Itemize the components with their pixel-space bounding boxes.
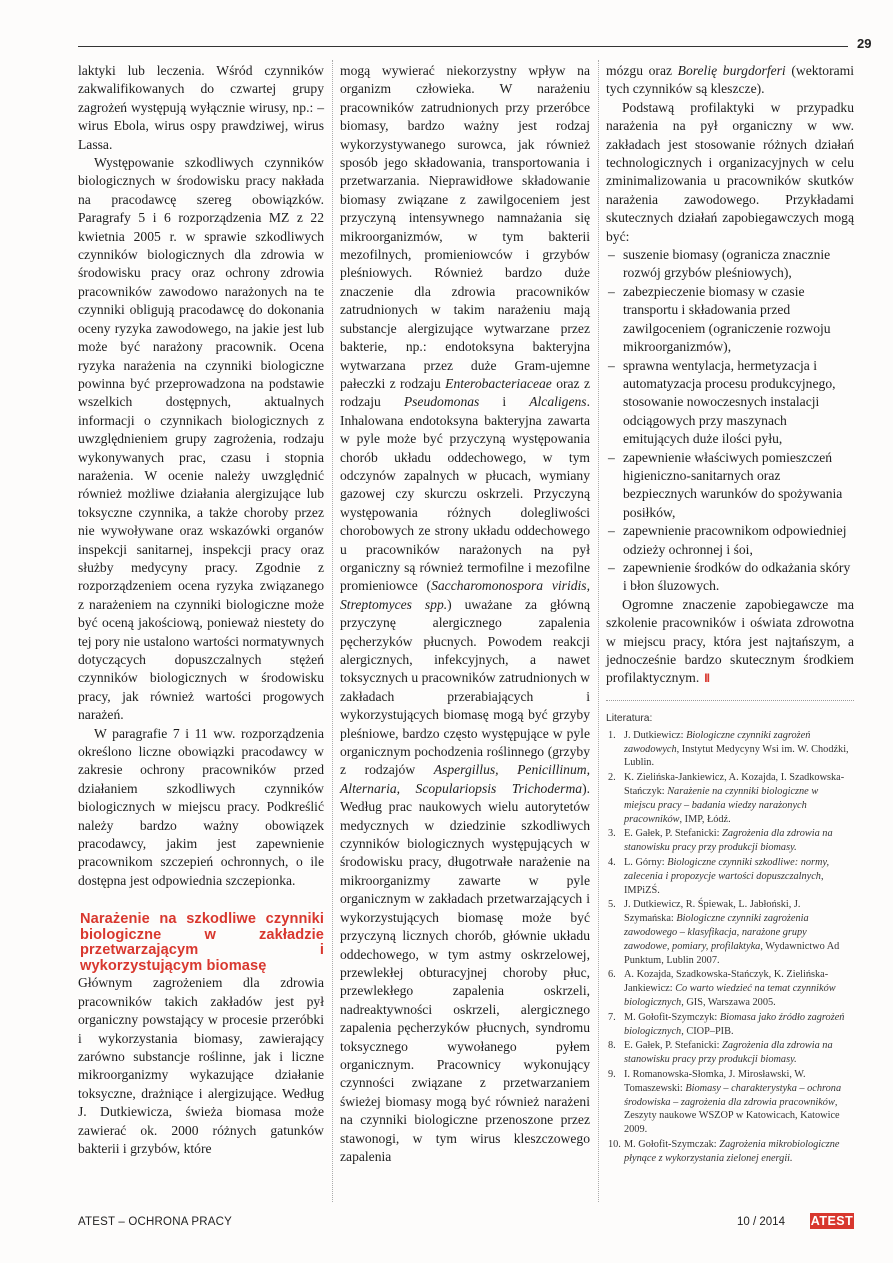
list-item: – zapewnienie właściwych pomieszczeń higieniczno-sanitarnych oraz bezpiecznych warunków do spożywania posiłków, — [606, 449, 854, 523]
text-run: i — [479, 394, 530, 410]
text-run: ) uważane za główną przyczynę alergicznego zapalenia pęcherzyków płucnych. Powodem reakcji alergicznych, infekcyjnych, a nawet toksycznych u pracowników zatrudnionych w zakładach przerabiających i wykorzystujących biomasę mogą być grzyby pleśniowe, bardzo często występujące w pyle organicznym pochodzenia roślinnego (grzyby z rodzajów — [340, 596, 590, 778]
reference-authors: E. Gałek, P. Stefanicki: — [624, 1040, 723, 1052]
atest-logo: ATEST — [810, 1214, 854, 1228]
page-number: 29 — [857, 36, 872, 51]
literature-title: Literatura: — [606, 713, 653, 724]
reference-number: 5. — [608, 899, 616, 911]
reference-number: 3. — [608, 828, 616, 840]
reference-number: 9. — [608, 1068, 616, 1080]
text-run: (wektorami tych czynników są kleszcze). — [606, 63, 855, 97]
reference-title: Zagrożenia dla zdrowia na stanowisku pracy przy produkcji biomasy. — [624, 1040, 833, 1066]
reference-item — [606, 1138, 850, 1166]
reference-list — [606, 729, 850, 1166]
reference-number: 1. — [608, 729, 616, 741]
reference-publisher: , GIS, Warszawa 2005. — [681, 996, 776, 1008]
footer-issue: 10 / 2014 — [737, 1216, 785, 1228]
footer-magazine-title: ATEST – OCHRONA PRACY — [78, 1216, 232, 1228]
paragraph — [606, 596, 854, 688]
reference-authors: A. Kozajda, Szadkowska-Stańczyk, K. Zielińska-Jankiewicz: — [624, 969, 829, 995]
paragraph: Podstawą profilaktyki w przypadku narażenia na pył organiczny w ww. zakładach jest stosowanie różnych działań technologicznych i organizacyjnych w celu zminimalizowania u pracowników skutków narażenia zawodowego. Przykładami skutecznych działań zapobiegawczych mogą być: — [606, 99, 854, 244]
reference-authors: M. Gołofit-Szymczak: — [624, 1138, 720, 1150]
reference-number: 8. — [608, 1040, 616, 1052]
text-run: ). Według prac naukowych wielu autorytetów medycznych w dziedzinie szkodliwych czynników biologicznych występujących w środowisku pracy, długotrwałe narażenie na mikroorganizmy zawarte w pyle organicznym w zakładach przetwarzających i wykorzystujących biomasę może być przyczyną licznych chorób, głównie układu oddechowego, w tym astmy oskrzelowej, przewlekłej obturacyjnej choroby płuc, przewlekłego zapalenia oskrzeli, nadreaktywności oskrzeli, alergicznego zapalenia pęcherzyków płucnych, syndromu toksycznego wywołanego pyłem organicznym. Pracownicy wykonujący czynności związane z przetwarzaniem świeżej biomasy mogą być również narażeni na czynniki biologiczne przenoszone przez stawonogi, w tym wirus kleszczowego zapalenia — [340, 780, 590, 1164]
reference-title: Narażenie na czynniki biologiczne w miejscu pracy – badania wiedzy narażonych pracowników — [624, 785, 819, 825]
text-run: mózgu oraz — [606, 63, 678, 78]
reference-item — [606, 968, 850, 1009]
reference-authors: K. Zielińska-Jankiewicz, A. Kozajda, I. Szadkowska-Stańczyk: — [624, 772, 845, 797]
italic-term: Alcaligens — [529, 394, 587, 410]
reference-authors: J. Dutkiewicz: — [624, 729, 687, 741]
paragraph: W paragrafie 7 i 11 ww. rozporządzenia określono liczne obowiązki pracodawcy w zakresie ochrony pracowników przed działaniem szkodliwych czynników biologicznych w miejscu pracy. Podkreślić należy bardzo ważny obowiązek pracodawcy, jakim jest zapewnienie pracownikom szczepień ochronnych, o ile dostępna jest odpowiednia szczepionka. — [78, 725, 324, 888]
reference-publisher: , IMP, Łódź. — [679, 813, 731, 825]
reference-publisher: , IMPiZŚ. — [624, 870, 824, 896]
reference-item — [606, 729, 850, 770]
list-item: – zapewnienie środków do odkażania skóry i błon śluzowych. — [606, 559, 854, 596]
column-divider — [598, 60, 599, 1202]
reference-item — [606, 898, 850, 967]
text-run: Ogromne znaczenie zapobiegawcze ma szkolenie pracowników i oświata zdrowotna w miejscu pracy, która jest najtańszym, a jednocześnie bardzo skutecznym środkiem profilaktycznym. — [606, 596, 854, 686]
column-divider — [332, 60, 333, 1202]
reference-title: Co warto wiedzieć na temat czynników biologicznych — [624, 983, 836, 1008]
reference-number: 2. — [608, 772, 616, 784]
literature-section — [606, 712, 850, 1167]
paragraph: Głównym zagrożeniem dla zdrowia pracowników takich zakładów jest pył organiczny powstający w procesie przeróbki i wykorzystania biomasy, zawierający zarówno substancje roślinne, jak i liczne mikroorganizmy wykazujące działanie toksyczne, drażniące i alergizujące. Według J. Dutkiewicza, świeża biomasa może zawierać ok. 2000 różnych gatunków bakterii i grzybów, które — [78, 975, 324, 1156]
literature-divider — [606, 700, 854, 701]
reference-number: 6. — [608, 969, 616, 981]
paragraph — [606, 62, 854, 99]
column-1 — [78, 62, 324, 1158]
list-item: – sprawna wentylacja, hermetyzacja i automatyzacja procesu produkcyjnego, stosowanie nowoczesnych instalacji odciągowych przy maszynach emitujących duże ilości pyłu, — [606, 357, 854, 449]
reference-title: Biomasy – charakterystyka – ochrona środowiska – zagrożenia dla zdrowia pracowników — [624, 1082, 842, 1108]
reference-authors: M. Gołofit-Szymczyk: — [624, 1011, 720, 1023]
reference-item — [606, 856, 850, 897]
column-3 — [606, 62, 854, 688]
reference-publisher: , Zeszyty naukowe WSZOP w Katowicach, Katowice 2009. — [624, 1096, 840, 1136]
reference-item — [606, 1011, 850, 1039]
italic-term: Pseudomonas — [403, 394, 480, 410]
paragraph: laktyki lub leczenia. Wśród czynników zakwalifikowanych do czwartej grupy zagrożeń występują wyłącznie wirusy, np.: – wirus Ebola, wirus ospy prawdziwej, wirus Lassa. — [78, 63, 324, 152]
reference-authors: L. Górny: — [624, 856, 668, 868]
reference-authors: E. Gałek, P. Stefanicki: — [624, 828, 723, 840]
reference-title: Zagrożenia mikrobiologiczne płynące z wykorzystania zielonej energii. — [624, 1138, 840, 1164]
list-item: – zabezpieczenie biomasy w czasie transportu i składowania przed zawilgoceniem (ograniczenie rozwoju mikroorganizmów), — [606, 283, 854, 357]
reference-title: Biologiczne czynniki zagrożeń zawodowych — [624, 729, 811, 755]
reference-title: Biologiczne czynniki szkodliwe: normy, zalecenia i propozycje wartości dopuszczalnych — [624, 856, 830, 882]
section-heading: Narażenie na szkodliwe czynniki biologiczne w zakładzie przetwarzającym i wykorzystującym biomasę — [80, 911, 324, 974]
reference-publisher: , Instytut Medycyny Wsi im. W. Chodźki, Lublin. — [624, 743, 849, 769]
column-2 — [340, 62, 590, 1166]
paragraph — [340, 62, 590, 1166]
italic-term: Borelię burgdorferi — [677, 63, 786, 78]
reference-number: 10. — [608, 1138, 621, 1150]
italic-term: Aspergillus, Penicillinum, Alternaria, Scopulariopsis Trichoderma — [340, 762, 590, 796]
text-run: . Inhalowana endotoksyna bakteryjna zawarta w pyle może być przyczyną występowania chorób układu oddechowego, w tym odczynów zapalnych w płucach, wymiany gazowej czy skurczu oskrzeli. Przyczyną występowania różnych dolegliwości chorobowych ze strony układu oddechowego u pracowników narażonych na pył organiczny są również termofilne i mezofilne promieniowce ( — [340, 394, 590, 594]
italic-term: Saccharomonospora viridis, Streptomyces spp. — [340, 578, 590, 612]
top-rule — [78, 46, 848, 47]
list-item: – zapewnienie pracownikom odpowiedniej odzieży ochronnej i śoi, — [606, 522, 854, 559]
reference-item — [606, 827, 850, 855]
list-item: – suszenie biomasy (ogranicza znacznie rozwój grzybów pleśniowych), — [606, 246, 854, 283]
reference-title: Zagrożenia dla zdrowia na stanowisku pracy przy produkcji biomasy. — [624, 828, 833, 854]
text-run: oraz z rodzaju — [340, 375, 590, 410]
reference-number: 7. — [608, 1011, 616, 1023]
reference-title: Biologiczne czynniki zagrożenia zawodowego – klasyfikacja, narażone grupy zawodowe, pomiary, profilaktyka — [624, 913, 809, 952]
reference-item — [606, 771, 850, 826]
reference-authors: J. Dutkiewicz, R. Śpiewak, L. Jabłoński, J. Szymańska: — [624, 899, 801, 925]
reference-publisher: , Wydawnictwo Ad Punktum, Lublin 2007. — [624, 940, 840, 966]
reference-item — [606, 1068, 850, 1137]
end-of-article-mark: II — [704, 671, 709, 686]
text-run: mogą wywierać niekorzystny wpływ na organizm człowieka. W narażeniu pracowników zatrudnionych przy przeróbce biomasy, bardzo ważny jest rodzaj wykorzystywanego surowca, jak również sposób jego składowania, transportowania i przetwarzania. Nieprawidłowe składowanie biomasy związane z zawilgoceniem jest przyczyną intensywnego namnażania się mikroorganizmów, w tym bakterii mezofilnych, promieniowców i grzybów pleśniowych. Również bardzo duże znaczenie dla zdrowia pracowników zatrudnionych w takim narażeniu mają substancje alergizujące wytwarzane przez bakterie, np.: endotoksyna bakteryjna wytwarzana przez duże Gram-ujemne pałeczki z rodzaju — [340, 63, 590, 391]
paragraph: Występowanie szkodliwych czynników biologicznych w środowisku pracy nakłada na pracodawcę szereg obowiązków. Paragrafy 5 i 6 rozporządzenia MZ z 22 kwietnia 2005 r. w sprawie szkodliwych czynników biologicznych dla zdrowia w środowisku pracy oraz ochrony zdrowia pracowników zawodowo narażonych na te czynniki obligują pracodawcę do dokonania oceny ryzyka zawodowego, na jakie jest lub może być narażony pracownik. Ocena ryzyka narażenia na czynniki biologiczne powinna być przeprowadzona na podstawie wszelkich dostępnych, aktualnych informacji o czynnikach biologicznych z uwzględnieniem grupy zagrożenia, rodzaju wykonywanych prac, czasu i stopnia narażenia. W ocenie należy uwzględnić również możliwe działania alergizujące lub toksyczne czynnika, a także choroby przez nie wywoływane oraz wskazówki organów inspekcji sanitarnej, inspekcji pracy oraz służby medycyny pracy. Zgodnie z rozporządzeniem ocena ryzyka związanego z narażeniem na czynniki biologiczne może być oceną jakościową, ponieważ niestety do tej pory nie ustalono wartości normatywnych dotyczących dopuszczalnych stężeń czynników biologicznych w środowisku pracy, jak również wartości progowych narażeń. — [78, 155, 324, 723]
reference-number: 4. — [608, 856, 616, 868]
reference-item — [606, 1039, 850, 1067]
reference-authors: I. Romanowska-Słomka, J. Mirosławski, W. Tomaszewski: — [624, 1068, 806, 1094]
prevention-list — [606, 246, 854, 596]
reference-title: Biomasa jako źródło zagrożeń biologicznych — [624, 1011, 845, 1037]
reference-publisher: , CIOP–PIB. — [681, 1025, 734, 1037]
italic-term: Enterobacteriaceae — [445, 375, 552, 391]
